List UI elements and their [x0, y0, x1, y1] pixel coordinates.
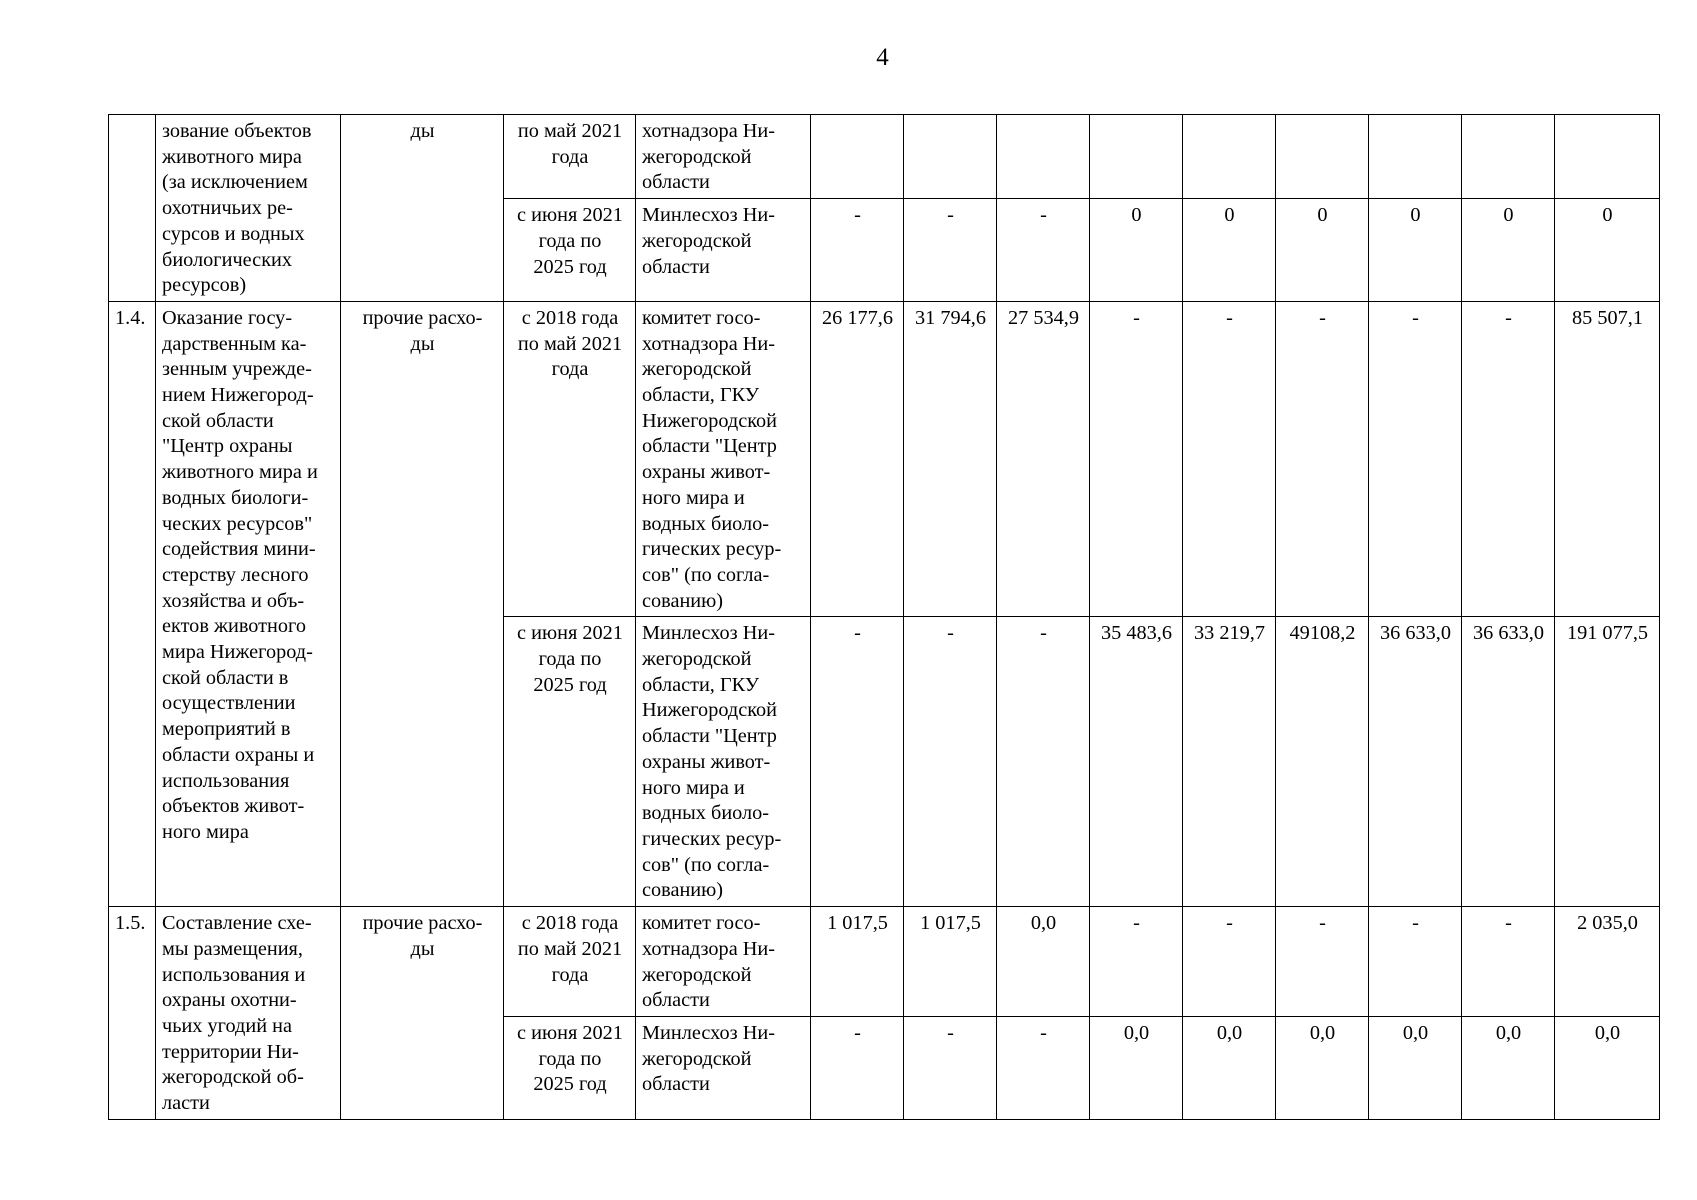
executor-cell: [636, 1016, 811, 1119]
value-cell: 26 177,6: [811, 301, 904, 616]
value-cell: 0: [1090, 199, 1183, 301]
value-cell: 36 633,0: [1462, 617, 1555, 907]
value-cell: 191 077,5: [1555, 617, 1660, 907]
expense-type-cell: [341, 907, 504, 1120]
executor: Минлесхоз Ни- жегородской области, ГКУ Нижегородской области "Центр охраны живот- ного мира и водных биоло- гических ресур- сов" (по согла- сованию): [642, 622, 782, 902]
value-cell: 0: [1462, 199, 1555, 301]
expense-type: прочие расхо- ды: [362, 306, 483, 355]
table-row: [109, 907, 1660, 1017]
period: с 2018 года по май 2021 года: [517, 306, 623, 381]
value-cell: -: [904, 1016, 997, 1119]
period-cell: [504, 199, 636, 301]
activity-name: зование объектов животного мира (за исключением охотничьих ре- сурсов и водных биологических ресурсов): [162, 120, 312, 297]
program-activities-table: [108, 114, 1660, 1120]
value-cell: -: [811, 617, 904, 907]
period: по май 2021 года: [517, 120, 623, 168]
value-cell: 27 534,9: [997, 301, 1090, 616]
value-cell: [1276, 115, 1369, 199]
value-cell: -: [904, 617, 997, 907]
period: с июня 2021 года по 2025 год: [517, 204, 623, 278]
value-cell: 0: [1555, 199, 1660, 301]
value-cell: [1555, 115, 1660, 199]
period: с июня 2021 года по 2025 год: [517, 622, 623, 696]
value-cell: -: [1276, 907, 1369, 1017]
period-cell: [504, 1016, 636, 1119]
value-cell: 0,0: [1369, 1016, 1462, 1119]
value-cell: 0,0: [1276, 1016, 1369, 1119]
executor-cell: [636, 199, 811, 301]
executor: Минлесхоз Ни- жегородской области: [642, 204, 775, 278]
executor-cell: [636, 301, 811, 616]
value-cell: 0,0: [1183, 1016, 1276, 1119]
activity-name-cell: [156, 907, 341, 1120]
expense-type-cell: [341, 115, 504, 302]
expense-type: прочие расхо- ды: [362, 912, 483, 960]
value-cell: -: [811, 199, 904, 301]
executor-cell: [636, 115, 811, 199]
table-row: [109, 301, 1660, 616]
value-cell: -: [1369, 301, 1462, 616]
value-cell: [1462, 115, 1555, 199]
activity-name-cell: [156, 301, 341, 906]
activity-number: 1.5.: [115, 912, 146, 935]
value-cell: -: [1183, 301, 1276, 616]
value-cell: -: [811, 1016, 904, 1119]
activity-number-cell: [109, 115, 156, 302]
period: с 2018 года по май 2021 года: [517, 912, 623, 986]
value-cell: [1183, 115, 1276, 199]
value-cell: 0,0: [997, 907, 1090, 1017]
executor-cell: [636, 907, 811, 1017]
value-cell: [997, 115, 1090, 199]
value-cell: [1369, 115, 1462, 199]
value-cell: -: [1462, 301, 1555, 616]
value-cell: 35 483,6: [1090, 617, 1183, 907]
activity-name: Оказание госу- дарственным ка- зенным учрежде- нием Нижегород- ской области "Центр охраны животного мира и водных биологи- ческих ресурсов" содействия мини- стерству лесного хозяйства и объ- ектов животного мира Нижегород- ской области в осуществлении мероприятий в области охраны и использования объектов живот- ного мира: [162, 306, 318, 843]
value-cell: 1 017,5: [904, 907, 997, 1017]
value-cell: 1 017,5: [811, 907, 904, 1017]
value-cell: -: [1369, 907, 1462, 1017]
activity-name: Составление схе- мы размещения, использования и охраны охотни- чьих угодий на территории Ни- жегородской об- ласти: [162, 912, 312, 1115]
table-row: [109, 115, 1660, 199]
value-cell: 0: [1369, 199, 1462, 301]
executor: Минлесхоз Ни- жегородской области: [642, 1021, 775, 1096]
period-cell: [504, 617, 636, 907]
executor: комитет госо- хотнадзора Ни- жегородской области, ГКУ Нижегородской области "Центр охраны живот- ного мира и водных биоло- гических ресур- сов" (по согла- сованию): [642, 306, 782, 612]
value-cell: -: [997, 199, 1090, 301]
value-cell: 31 794,6: [904, 301, 997, 616]
value-cell: 0: [1276, 199, 1369, 301]
value-cell: 0,0: [1462, 1016, 1555, 1119]
executor-cell: [636, 617, 811, 907]
value-cell: [811, 115, 904, 199]
value-cell: -: [1276, 301, 1369, 616]
value-cell: -: [1462, 907, 1555, 1017]
activity-number-cell: [109, 301, 156, 906]
executor: хотнадзора Ни- жегородской области: [642, 120, 776, 194]
value-cell: -: [904, 199, 997, 301]
value-cell: [1090, 115, 1183, 199]
executor: комитет госо- хотнадзора Ни- жегородской области: [642, 912, 776, 1012]
value-cell: -: [1183, 907, 1276, 1017]
period-cell: [504, 907, 636, 1017]
value-cell: -: [1090, 907, 1183, 1017]
period: с июня 2021 года по 2025 год: [517, 1021, 623, 1096]
value-cell: 0,0: [1555, 1016, 1660, 1119]
value-cell: 36 633,0: [1369, 617, 1462, 907]
value-cell: 2 035,0: [1555, 907, 1660, 1017]
activity-name-cell: [156, 115, 341, 302]
expense-type-cell: [341, 301, 504, 906]
page-number: 4: [876, 44, 889, 71]
value-cell: 49108,2: [1276, 617, 1369, 907]
value-cell: 33 219,7: [1183, 617, 1276, 907]
value-cell: -: [1090, 301, 1183, 616]
value-cell: -: [997, 1016, 1090, 1119]
value-cell: 85 507,1: [1555, 301, 1660, 616]
period-cell: [504, 301, 636, 616]
value-cell: 0,0: [1090, 1016, 1183, 1119]
value-cell: 0: [1183, 199, 1276, 301]
value-cell: -: [997, 617, 1090, 907]
activity-number: 1.4.: [115, 306, 146, 329]
expense-type: ды: [410, 120, 435, 142]
value-cell: [904, 115, 997, 199]
period-cell: [504, 115, 636, 199]
activity-number-cell: [109, 907, 156, 1120]
